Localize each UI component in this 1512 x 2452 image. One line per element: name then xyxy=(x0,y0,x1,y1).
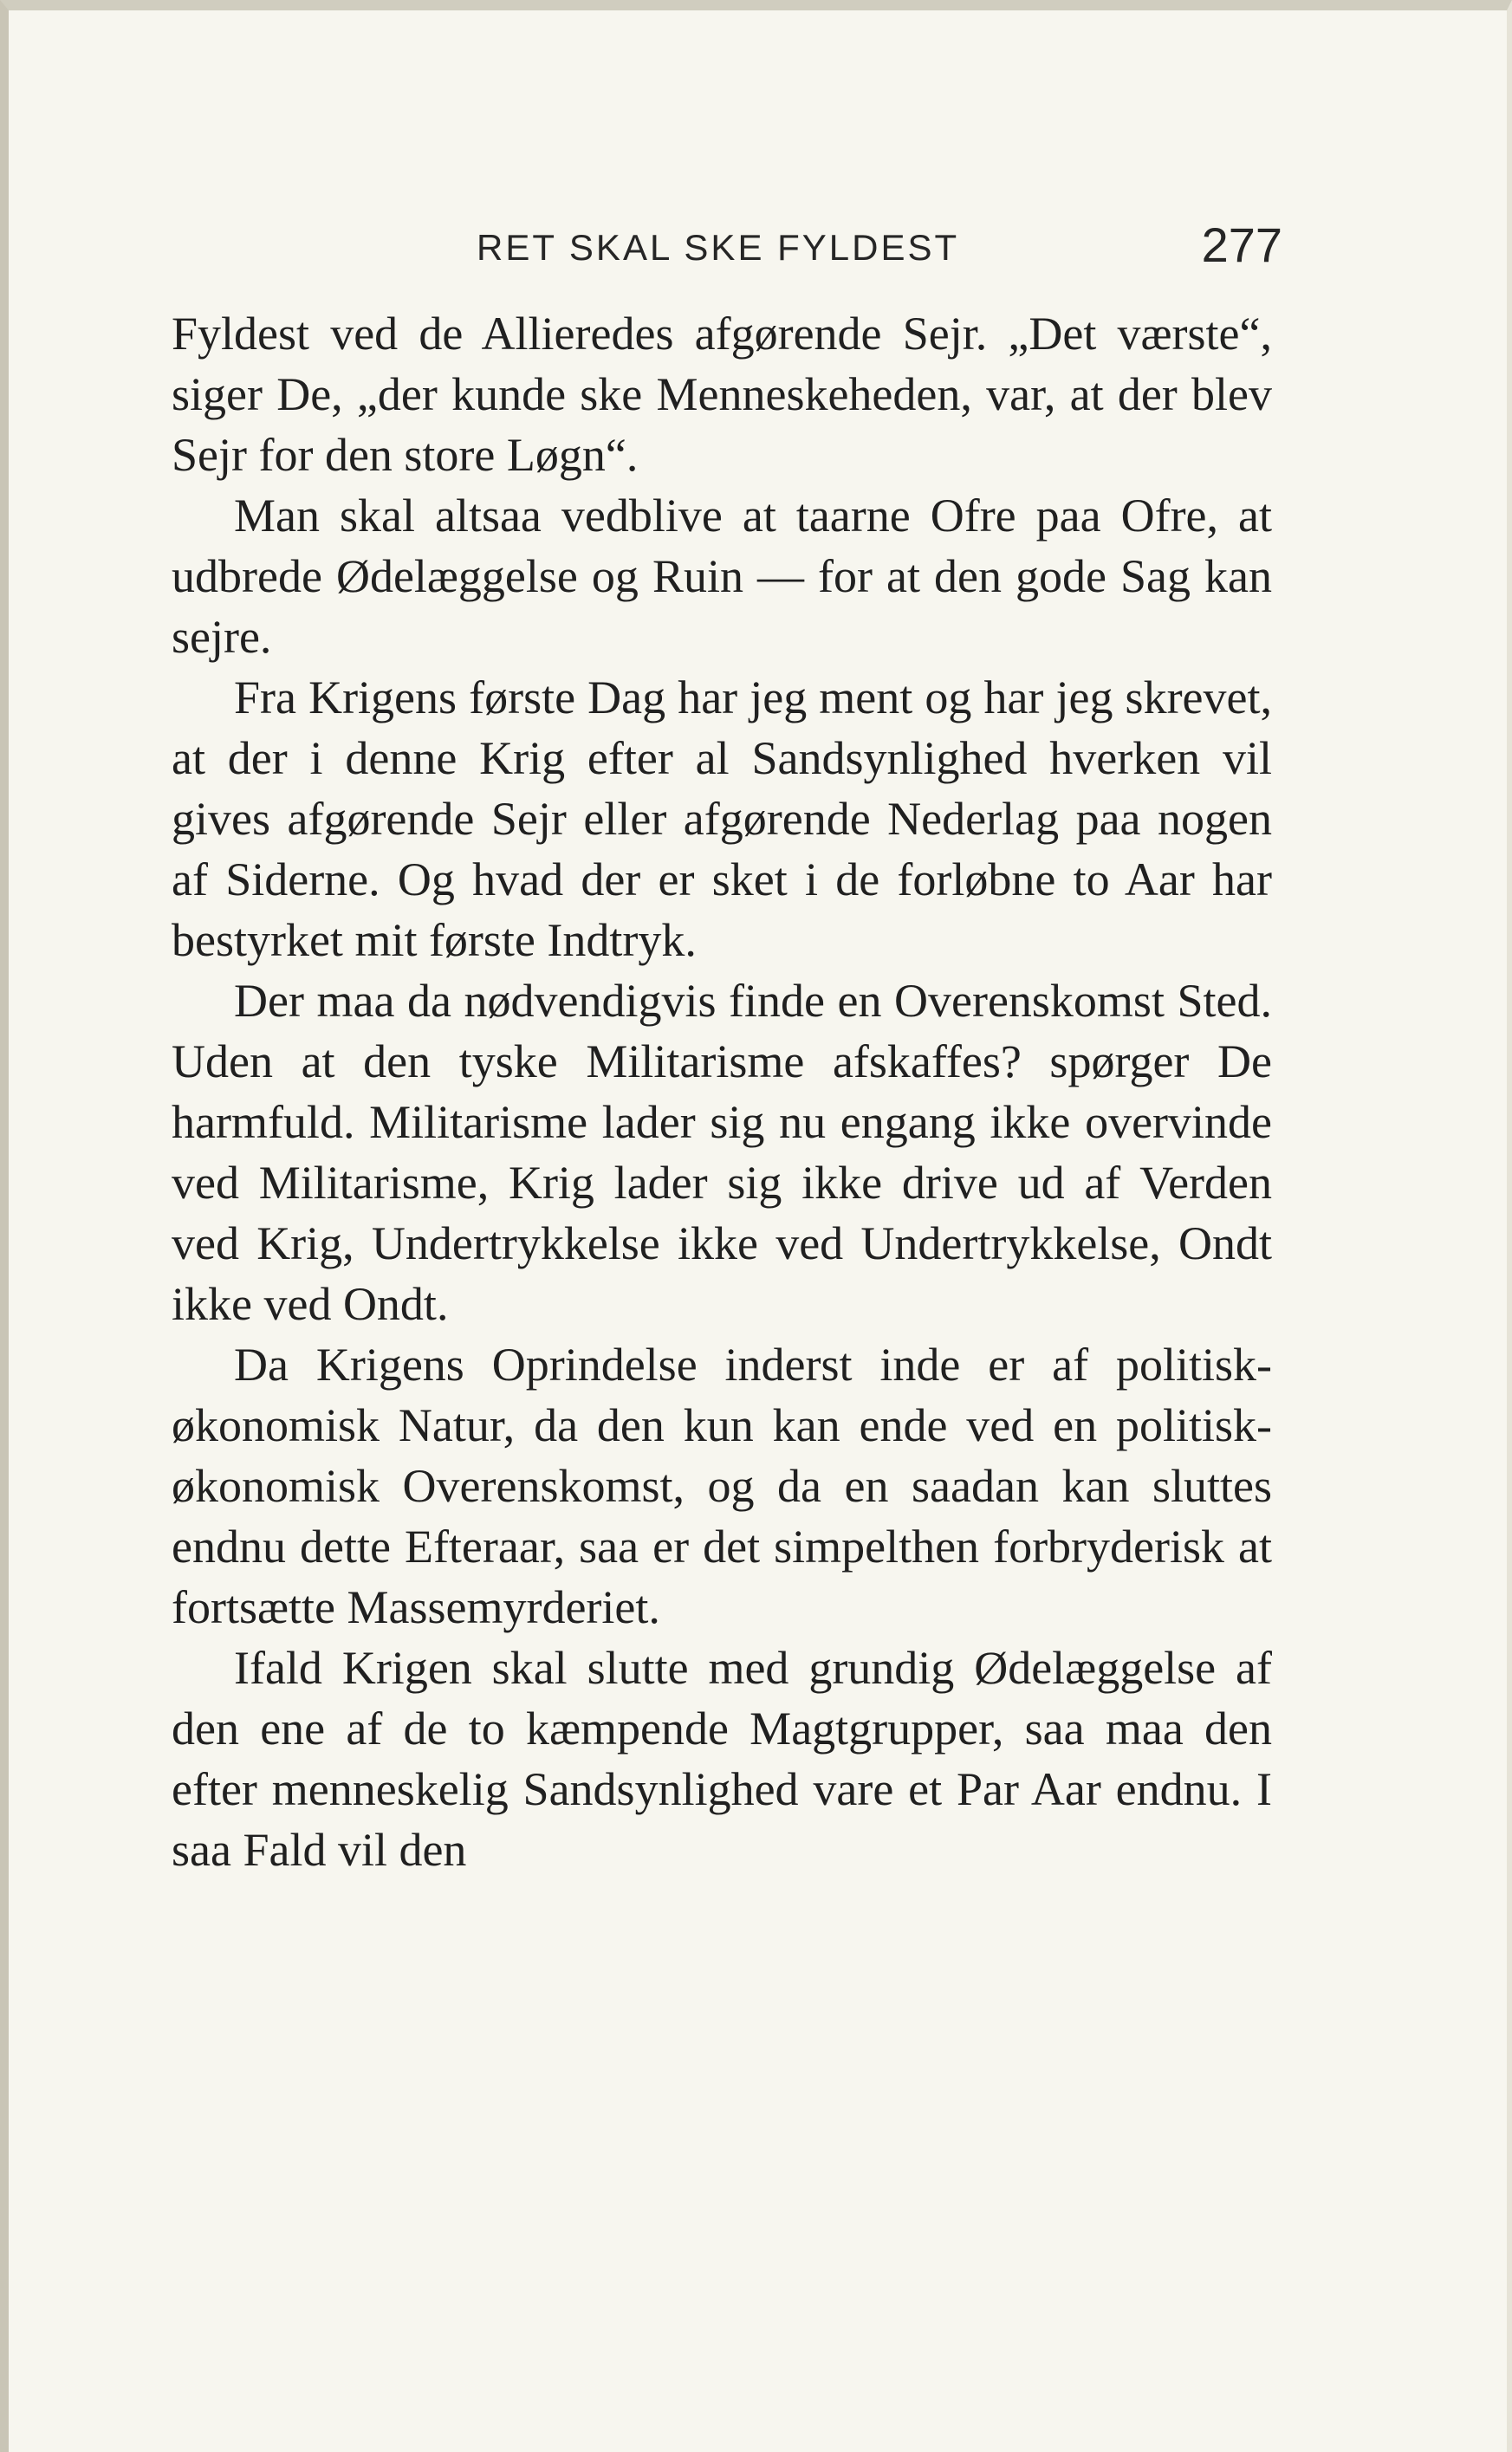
paragraph: Fyldest ved de Allieredes afgørende Sejr. „Det værste“, siger De, „der kunde ske Menneskeheden, var, at der blev Sejr for den store Løgn“. xyxy=(172,308,1272,481)
paragraph: Fra Krigens første Dag har jeg ment og har jeg skrevet, at der i denne Krig efter al Sandsynlighed hverken vil gives afgørende Sejr eller afgørende Nederlag paa nogen af Siderne. Og hvad der er sket i de forløbne to Aar har bestyrket mit første Indtryk. xyxy=(172,671,1272,966)
page-body xyxy=(172,303,1272,1880)
paragraph: Ifald Krigen skal slutte med grundig Ødelæggelse af den ene af de to kæmpende Magtgrupper, saa maa den efter menneskelig Sandsynlighed vare et Par Aar endnu. I saa Fald vil den xyxy=(172,1642,1272,1876)
page-number: 277 xyxy=(1201,217,1282,272)
paragraph: Der maa da nødvendigvis finde en Overenskomst Sted. Uden at den tyske Militarisme afskaffes? spørger De harmfuld. Militarisme lader sig nu engang ikke overvinde ved Militarisme, Krig lader sig ikke drive ud af Verden ved Krig, Undertrykkelse ikke ved Undertrykkelse, Ondt ikke ved Ondt. xyxy=(172,975,1272,1330)
page-header xyxy=(477,217,1282,277)
paragraph: Man skal altsaa vedblive at taarne Ofre paa Ofre, at udbrede Ødelæggelse og Ruin — for at den gode Sag kan sejre. xyxy=(172,490,1272,663)
paragraph: Da Krigens Oprindelse inderst inde er af politisk-økonomisk Natur, da den kun kan ende ved en politisk-økonomisk Overenskomst, og da en saadan kan sluttes endnu dette Efteraar, saa er det simpelthen forbryderisk at fortsætte Massemyrderiet. xyxy=(172,1339,1272,1633)
running-head: RET SKAL SKE FYLDEST xyxy=(477,227,960,268)
